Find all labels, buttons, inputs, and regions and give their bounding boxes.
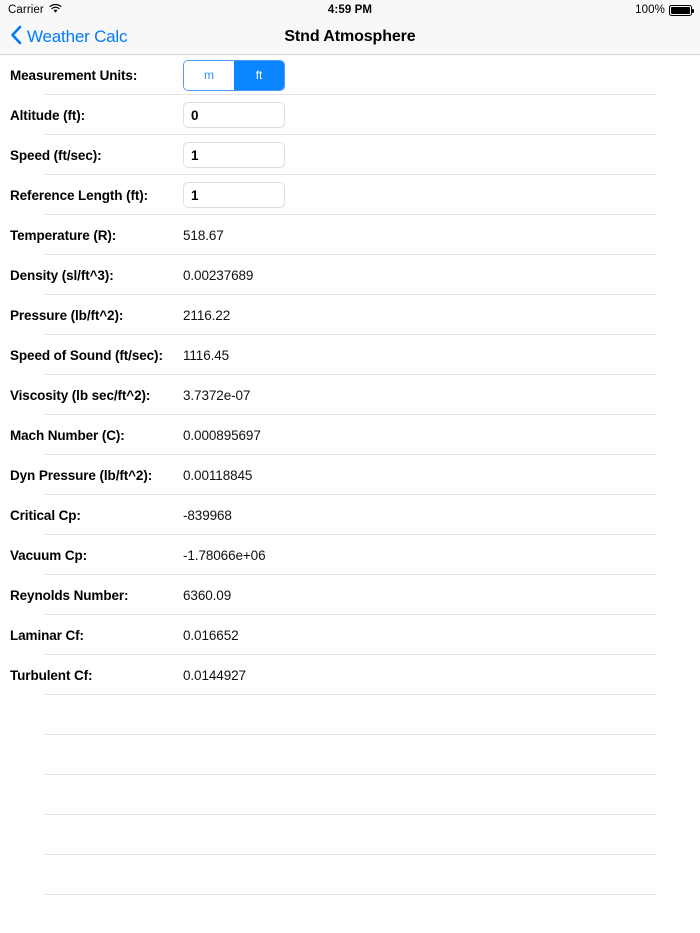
table-row-empty (0, 855, 700, 895)
table-row-density (0, 255, 700, 295)
row-label: Speed of Sound (ft/sec): (10, 347, 163, 363)
table-row-empty (0, 775, 700, 815)
row-label: Mach Number (C): (10, 427, 125, 443)
clock-label: 4:59 PM (327, 4, 373, 16)
row-label: Pressure (lb/ft^2): (10, 307, 124, 323)
table-row-reference-length (0, 175, 700, 215)
row-label: Turbulent Cf: (10, 667, 93, 683)
settings-table (0, 55, 700, 895)
table-row-critical-cp (0, 495, 700, 535)
carrier-label: Carrier (8, 4, 44, 16)
row-value: 6360.09 (183, 587, 232, 603)
row-value: 3.7372e-07 (183, 387, 251, 403)
table-row-speed-of-sound (0, 335, 700, 375)
row-value: 2116.22 (183, 307, 231, 323)
row-label: Speed (ft/sec): (10, 147, 102, 163)
altitude-input[interactable] (183, 102, 285, 128)
status-bar (0, 0, 700, 20)
row-label: Dyn Pressure (lb/ft^2): (10, 467, 153, 483)
table-row-temperature (0, 215, 700, 255)
row-label: Vacuum Cp: (10, 547, 88, 563)
table-row-measurement-units (0, 55, 700, 95)
table-row-speed (0, 135, 700, 175)
table-row-dyn-pressure (0, 455, 700, 495)
segment-feet[interactable]: ft (234, 61, 284, 90)
table-row-turbulent-cf (0, 655, 700, 695)
row-label: Viscosity (lb sec/ft^2): (10, 387, 151, 403)
table-row-empty (0, 735, 700, 775)
table-row-reynolds-number (0, 575, 700, 615)
speed-input[interactable] (183, 142, 285, 168)
back-button[interactable] (10, 25, 127, 50)
row-value: 518.67 (183, 227, 224, 243)
row-label: Density (sl/ft^3): (10, 267, 114, 283)
battery-fill (671, 7, 690, 14)
row-label: Altitude (ft): (10, 107, 86, 123)
table-row-empty (0, 695, 700, 735)
table-row-laminar-cf (0, 615, 700, 655)
row-value: 1116.45 (183, 347, 230, 363)
battery-full-icon (669, 5, 692, 16)
status-bar-left (8, 4, 62, 17)
table-row-pressure (0, 295, 700, 335)
row-value: 0.0144927 (183, 667, 246, 683)
table-row-viscosity (0, 375, 700, 415)
row-label: Critical Cp: (10, 507, 81, 523)
row-label: Measurement Units: (10, 67, 138, 83)
battery-percent-label: 100% (635, 4, 665, 16)
chevron-left-icon (10, 25, 22, 50)
row-value: 0.000895697 (183, 427, 261, 443)
row-label: Laminar Cf: (10, 627, 84, 643)
row-label: Reference Length (ft): (10, 187, 149, 203)
table-row-empty (0, 815, 700, 855)
wifi-icon (49, 4, 62, 17)
row-value: -1.78066e+06 (183, 547, 266, 563)
table-row-mach-number (0, 415, 700, 455)
row-value: 0.00118845 (183, 467, 253, 483)
status-bar-right (635, 4, 692, 16)
back-button-label: Weather Calc (27, 27, 128, 46)
row-value: 0.00237689 (183, 267, 254, 283)
page-title: Stnd Atmosphere (284, 28, 416, 45)
row-label: Reynolds Number: (10, 587, 129, 603)
row-value: 0.016652 (183, 627, 239, 643)
navigation-bar (0, 20, 700, 55)
measurement-units-segmented-control[interactable] (183, 60, 285, 91)
reference-length-input[interactable] (183, 182, 285, 208)
table-row-altitude (0, 95, 700, 135)
row-value: -839968 (183, 507, 232, 523)
table-row-vacuum-cp (0, 535, 700, 575)
segment-meters[interactable]: m (184, 61, 234, 90)
row-label: Temperature (R): (10, 227, 117, 243)
